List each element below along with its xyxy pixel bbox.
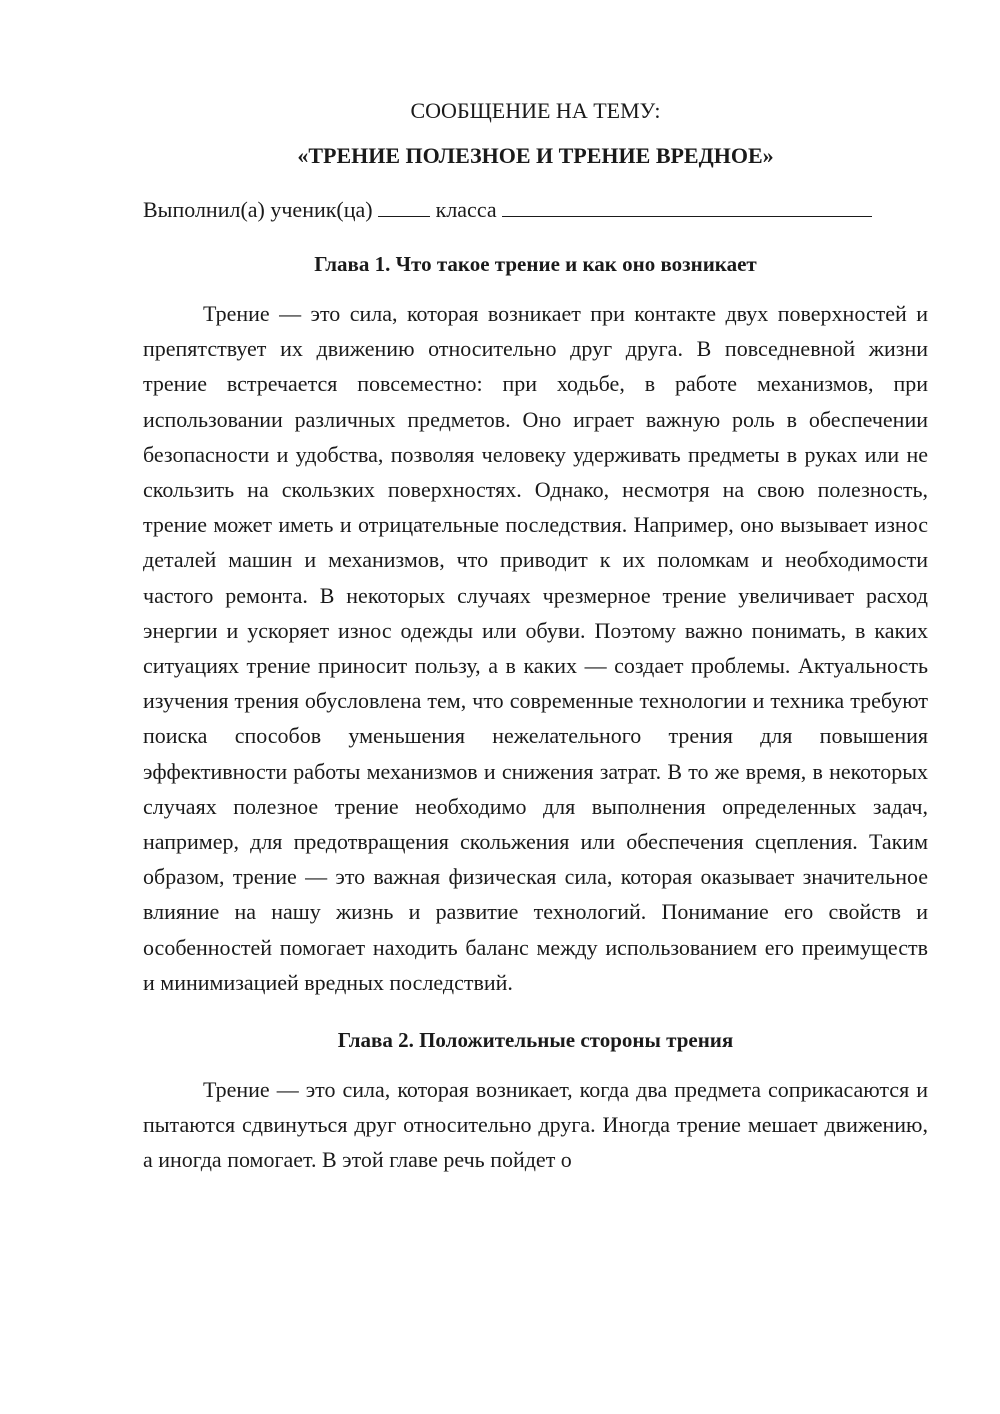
document-page xyxy=(143,96,928,1178)
chapter-2-paragraph: Трение — это сила, которая возникает, когда два предмета соприкасаются и пытаются сдвинуться друг относительно друга. Иногда трение мешает движению, а иногда помогает. В этой главе речь пойдет о xyxy=(143,1077,928,1173)
document-header-line1: СООБЩЕНИЕ НА ТЕМУ: xyxy=(410,98,661,123)
chapter-2-title: Глава 2. Положительные стороны трения xyxy=(337,1028,734,1053)
performed-label: Выполнил(а) ученик(ца) xyxy=(143,197,373,222)
class-label: класса xyxy=(435,197,497,222)
document-title: «ТРЕНИЕ ПОЛЕЗНОЕ И ТРЕНИЕ ВРЕДНОЕ» xyxy=(297,143,774,168)
chapter-1-paragraph: Трение — это сила, которая возникает при контакте двух поверхностей и препятствует их движению относительно друг друга. В повседневной жизни трение встречается повсеместно: при ходьбе, в работе механизмов, при использовании различных предметов. Оно играет важную роль в обеспечении безопасности и удобства, позволяя человеку удерживать предметы в руках или не скользить на скользких поверхностях. Однако, несмотря на свою полезность, трение может иметь и отрицательные последствия. Например, оно вызывает износ деталей машин и механизмов, что приводит к их поломкам и необходимости частого ремонта. В некоторых случаях чрезмерное трение увеличивает расход энергии и ускоряет износ одежды или обуви. Поэтому важно понимать, в каких ситуациях трение приносит пользу, а в каких — создает проблемы. Актуальность изучения трения обусловлена тем, что современные технологии и техника требуют поиска способов уменьшения нежелательного трения для повышения эффективности работы механизмов и снижения затрат. В то же время, в некоторых случаях полезное трение необходимо для выполнения определенных задач, например, для предотвращения скольжения или обеспечения сцепления. Таким образом, трение — это важная физическая сила, которая оказывает значительное влияние на нашу жизнь и развитие технологий. Понимание его свойств и особенностей помогает находить баланс между использованием его преимуществ и минимизацией вредных последствий. xyxy=(143,301,928,995)
author-line xyxy=(143,194,928,225)
class-number-blank xyxy=(378,194,430,217)
student-name-blank xyxy=(502,194,872,217)
chapter-1-title: Глава 1. Что такое трение и как оно возникает xyxy=(314,252,757,276)
